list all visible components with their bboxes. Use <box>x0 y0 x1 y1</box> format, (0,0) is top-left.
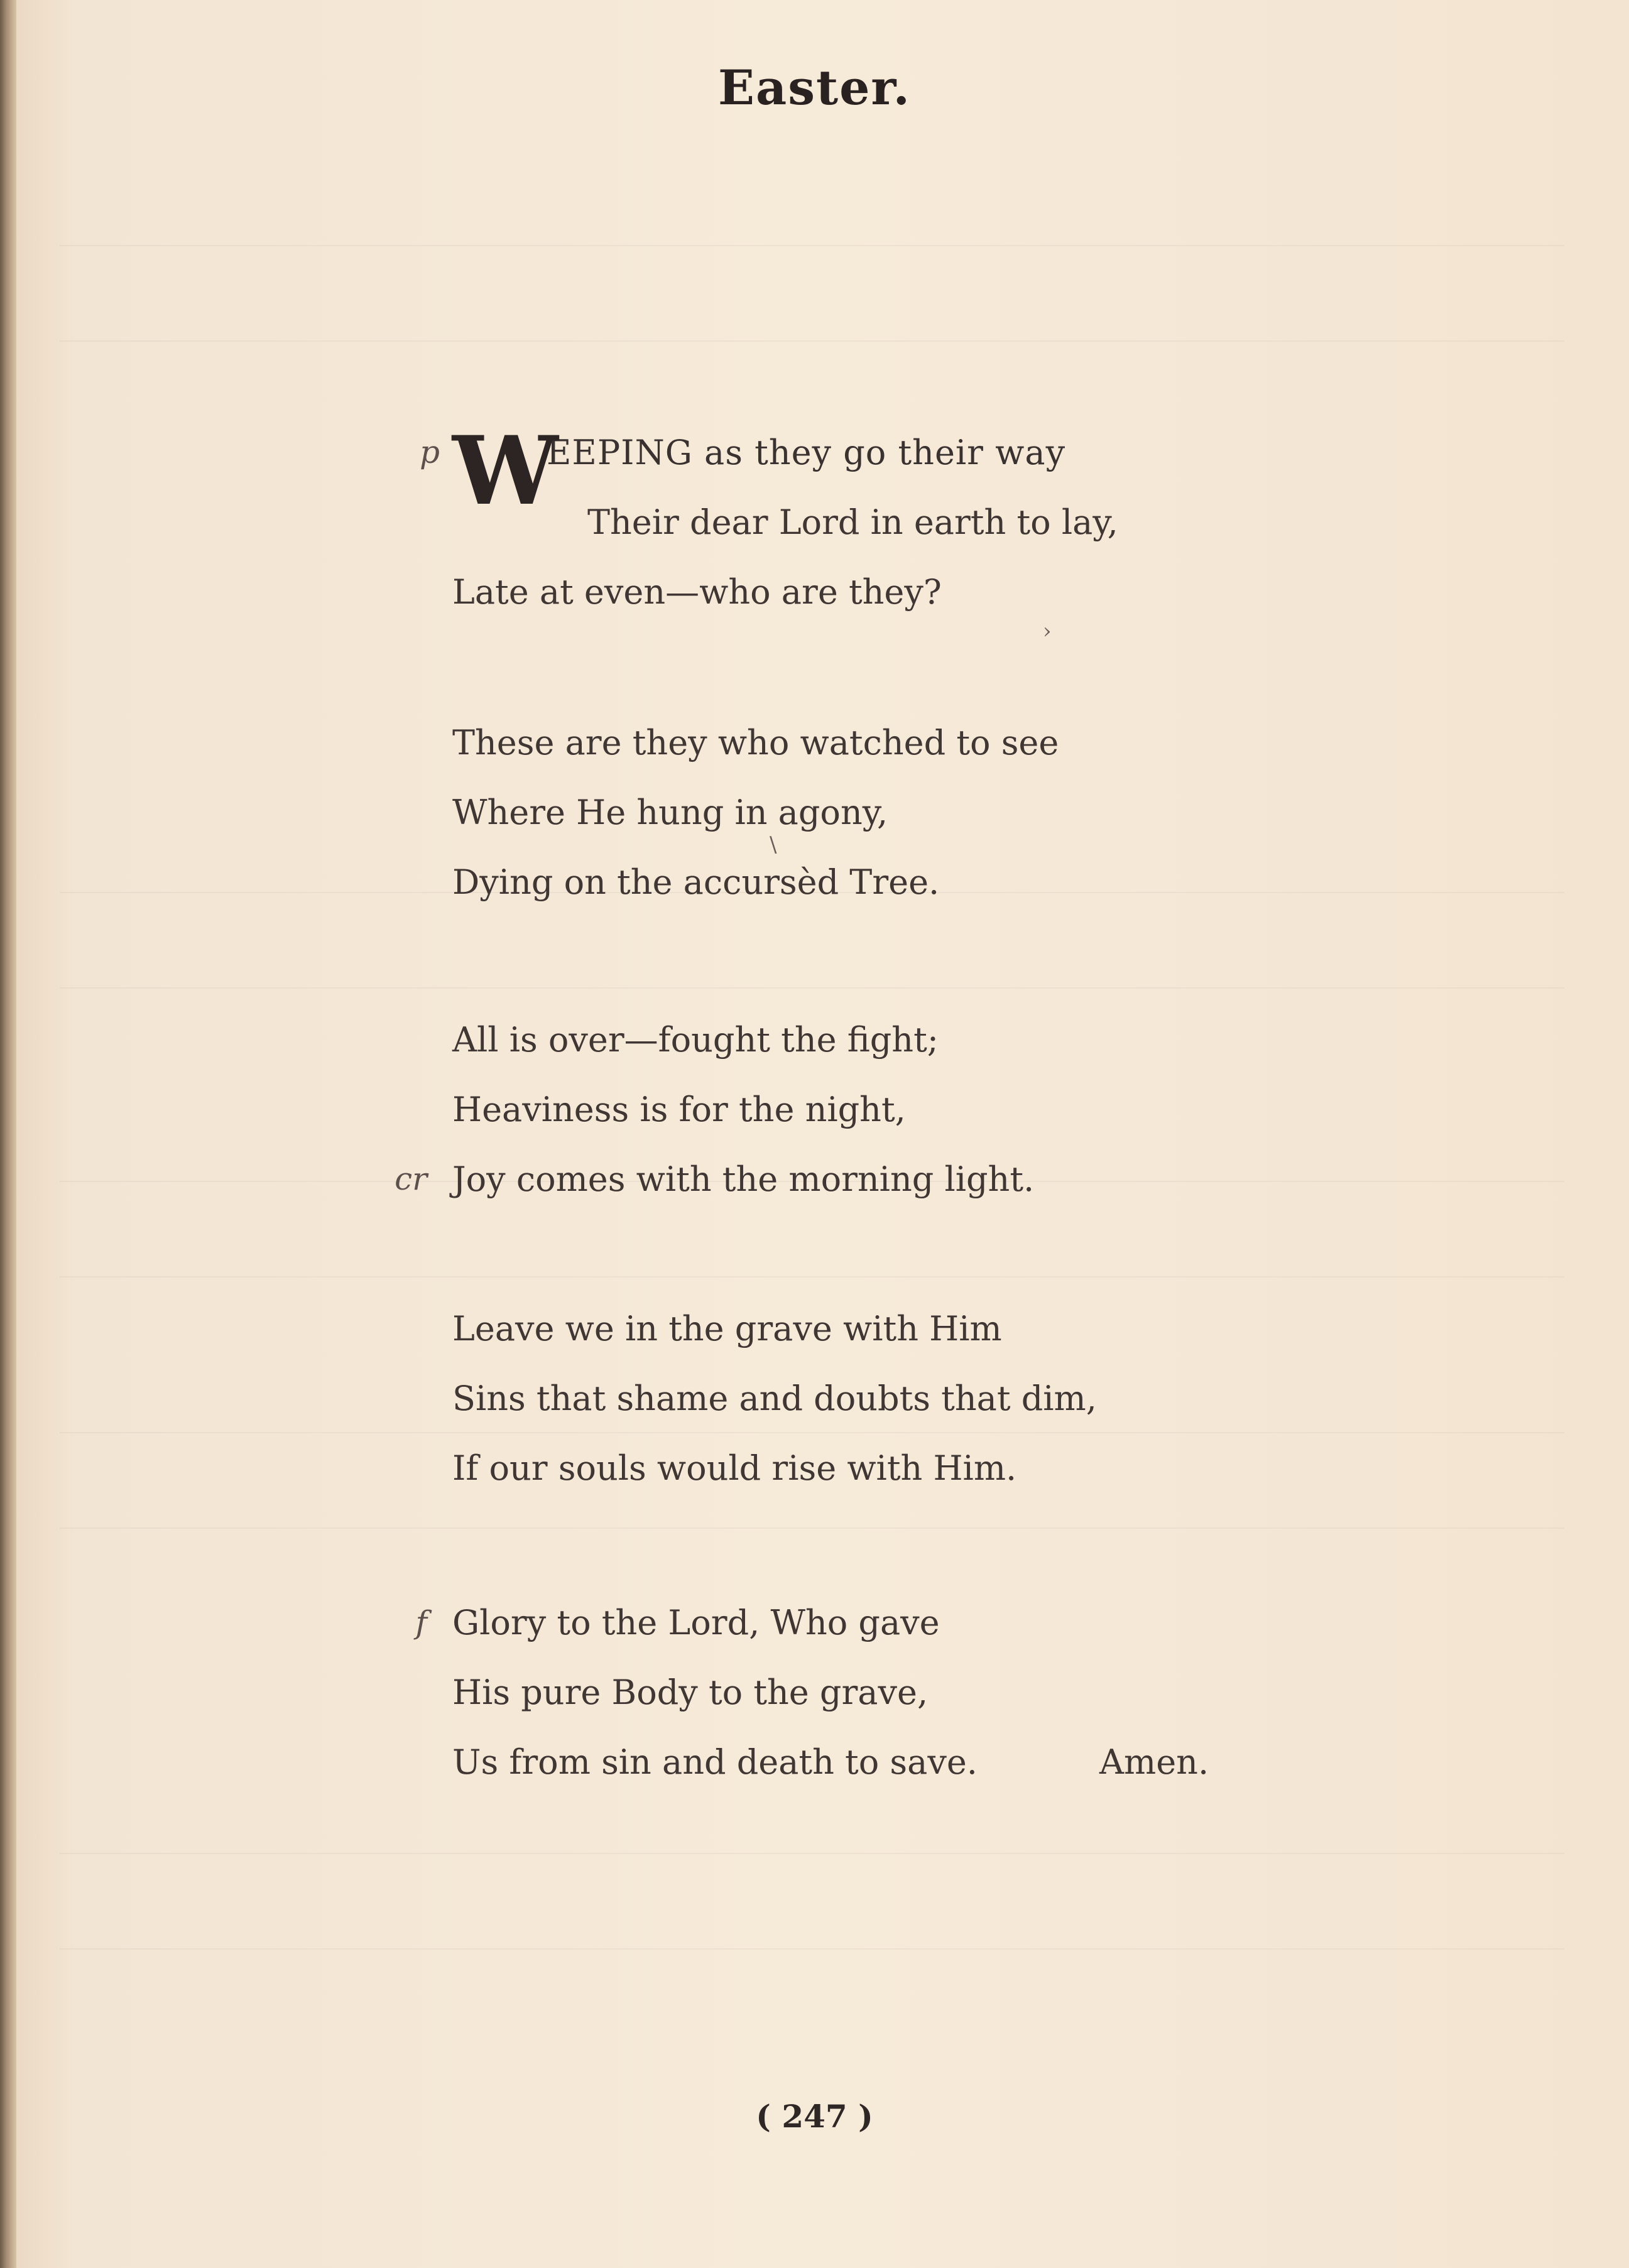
dynamic-cr: cr <box>395 1161 427 1197</box>
stanza-line: Sins that shame and doubts that dim, <box>452 1379 1097 1418</box>
stanza-1 <box>452 418 1457 627</box>
dynamic-p: p <box>419 434 440 470</box>
stanza-line: Joy comes with the morning light. <box>452 1159 1035 1199</box>
stanza-line: Glory to the Lord, Who gave <box>452 1603 940 1642</box>
stanza-line: Their dear Lord in earth to lay, <box>587 502 1118 542</box>
stanza-4 <box>452 1294 1457 1503</box>
amen: Amen. <box>1099 1742 1209 1782</box>
stanza-line: Heaviness is for the night, <box>452 1090 906 1129</box>
accent-mark: \ <box>770 832 777 857</box>
stanza-line: Leave we in the grave with Him <box>452 1309 1002 1348</box>
dynamic-f: f <box>415 1604 427 1641</box>
accent-mark: › <box>1043 619 1052 644</box>
book-spine-edge <box>0 0 16 2268</box>
stanza-line <box>452 1727 1457 1797</box>
stanza-3 <box>452 1005 1457 1214</box>
stanza-5 <box>452 1588 1457 1797</box>
stanza-line: Late at even—who are they? <box>452 572 942 612</box>
stanza-line: All is over—fought the fight; <box>452 1020 939 1060</box>
stanza-line: If our souls would rise with Him. <box>452 1448 1017 1488</box>
show-through-staff <box>60 245 1564 342</box>
stanza-line: These are they who watched to see <box>452 723 1059 762</box>
page-number: ( 247 ) <box>756 2098 873 2135</box>
stanza-2 <box>452 708 1457 917</box>
show-through-staff <box>60 1853 1564 1950</box>
page-title: Easter. <box>718 60 911 116</box>
stanza-line: His pure Body to the grave, <box>452 1673 929 1712</box>
stanza-line-text: Us from sin and death to save. <box>452 1742 978 1782</box>
drop-cap: W <box>452 416 558 526</box>
first-line-text: EEPING as they go their way <box>547 433 1066 472</box>
stanza-line: Dying on the accursèd Tree. <box>452 862 940 902</box>
stanza-line: Where He hung in agony, <box>452 793 888 832</box>
